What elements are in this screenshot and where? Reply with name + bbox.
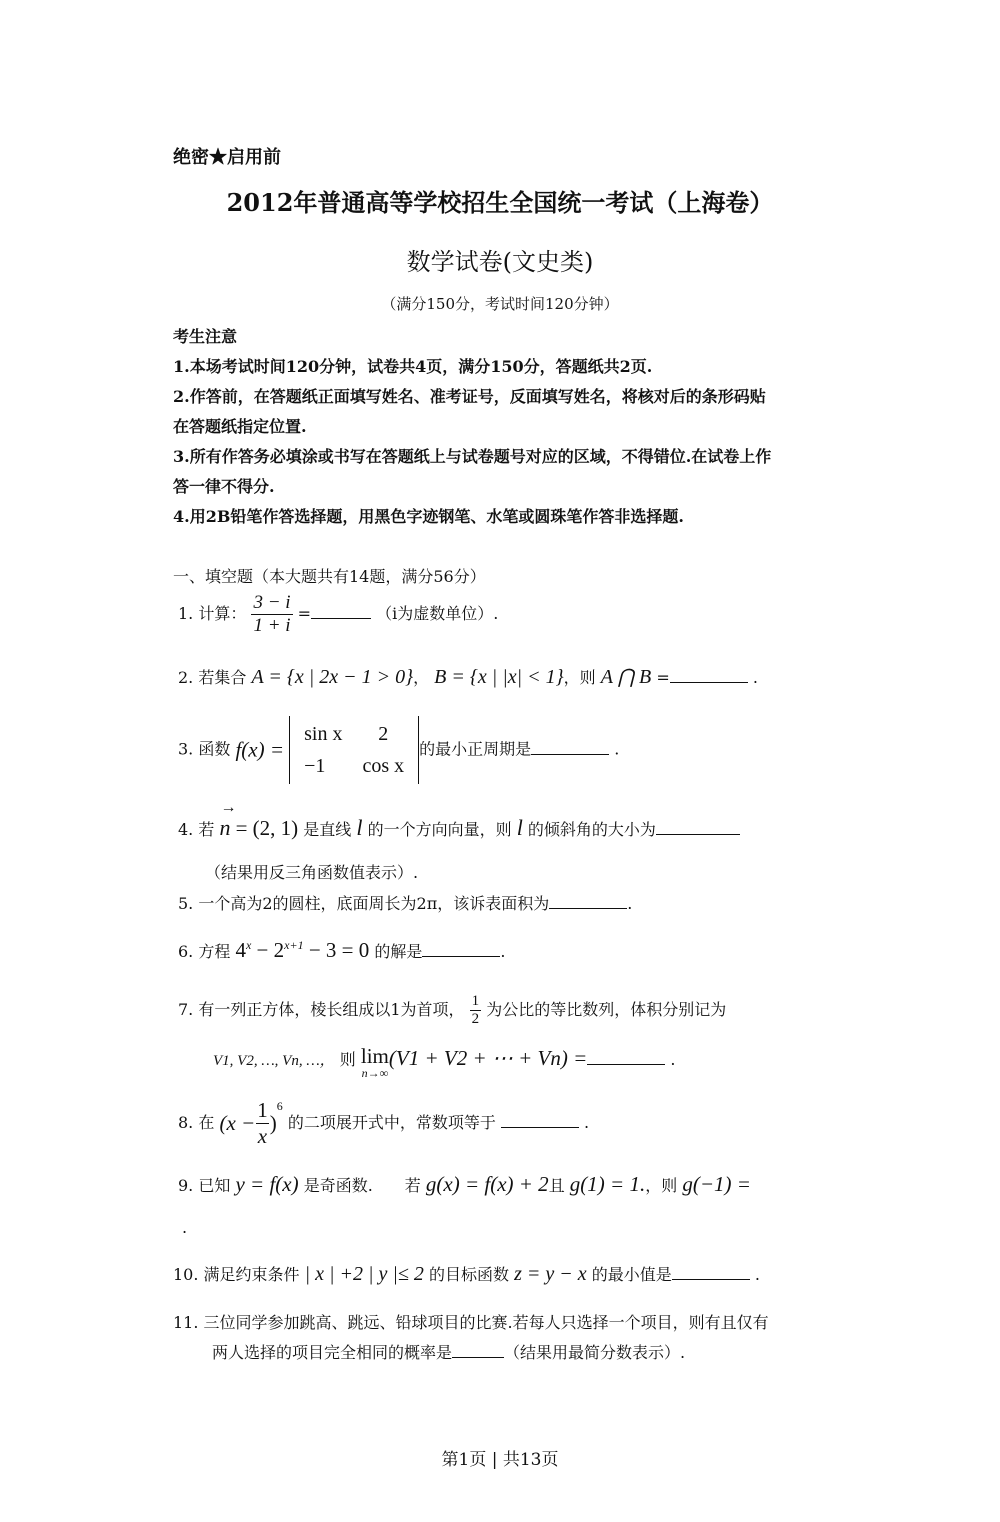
question-number: 7. xyxy=(178,1000,194,1019)
answer-blank[interactable] xyxy=(656,818,740,835)
fraction-numerator: 3 − i xyxy=(253,592,291,613)
notice-heading: 考生注意 xyxy=(173,327,238,346)
det-a11: sin x xyxy=(304,723,343,745)
question-text: ，则 xyxy=(563,668,596,687)
answer-blank[interactable] xyxy=(672,1263,750,1280)
question-number: 6. xyxy=(178,942,194,961)
limit-symbol: lim xyxy=(360,1044,389,1068)
notice-item-3: 3.所有作答务必填涂或书写在答题纸上与试卷题号对应的区域，不得错位.在试卷上作 xyxy=(173,447,772,466)
punctuation: . xyxy=(584,1113,590,1132)
vector-arrow-icon: → xyxy=(220,799,237,816)
question-number: 9. xyxy=(178,1176,194,1195)
binomial-close: ) xyxy=(269,1111,277,1135)
question-text: 已知 xyxy=(198,1176,231,1195)
question-text: 的最小正周期是 xyxy=(419,739,532,759)
question-text: 为公比的等比数列，体积分别记为 xyxy=(486,1000,727,1019)
fraction-numerator: 1 xyxy=(471,993,480,1009)
punctuation: ， xyxy=(413,668,430,687)
vector-value: = (2, 1) xyxy=(235,816,299,840)
answer-blank[interactable] xyxy=(311,602,371,619)
question-text: 的一个方向向量，则 xyxy=(367,820,512,839)
constraint-expression: | x | +2 | y |≤ 2 xyxy=(304,1263,424,1285)
notice-item-2-cont: 在答题纸指定位置. xyxy=(173,417,307,436)
question-11-cont xyxy=(212,1340,685,1363)
function-expression: g(1) = 1. xyxy=(569,1172,646,1196)
question-number: 2. xyxy=(178,668,194,687)
function-expression: g(x) = f(x) + 2 xyxy=(425,1172,549,1196)
vector-symbol: n xyxy=(219,815,231,840)
exam-subtitle: 数学试卷(文史类) xyxy=(406,248,594,276)
function-expression: g(−1) = xyxy=(682,1172,751,1196)
vector-n xyxy=(219,799,237,840)
question-text: 函数 xyxy=(198,739,231,759)
function-expression: f(x) = xyxy=(235,737,285,762)
intersection-expression: A ⋂ B xyxy=(600,666,652,688)
equation xyxy=(235,938,369,962)
question-text: 若 xyxy=(198,820,215,839)
question-number: 5. xyxy=(178,894,194,913)
question-text: 的解是 xyxy=(374,942,423,961)
answer-blank[interactable] xyxy=(452,1341,504,1358)
line-symbol: l xyxy=(356,815,363,840)
answer-blank[interactable] xyxy=(531,738,609,755)
question-number: 8. xyxy=(178,1113,194,1132)
question-text: 的最小值是 xyxy=(591,1265,672,1284)
question-11 xyxy=(173,1310,769,1333)
question-5 xyxy=(178,891,632,914)
equation-exponent: x xyxy=(245,938,252,952)
question-6 xyxy=(178,938,505,963)
det-a12: 2 xyxy=(378,723,389,745)
set-a-expression: A = {x | 2x − 1 > 0} xyxy=(251,666,414,688)
punctuation: . xyxy=(752,668,758,687)
notice-item-3-cont: 答一律不得分. xyxy=(173,477,275,496)
question-text: 有一列正方体，棱长组成以1为首项， xyxy=(198,1000,465,1019)
fraction xyxy=(251,592,292,637)
page-footer: 第1页 | 共13页 xyxy=(441,1450,559,1470)
question-text: （i为虚数单位）. xyxy=(376,604,499,623)
question-text: 的目标函数 xyxy=(428,1265,509,1284)
notice-item-2: 2.作答前，在答题纸正面填写姓名、准考证号，反面填写姓名，将核对后的条形码贴 xyxy=(173,387,766,406)
confidential-label: 绝密★启用前 xyxy=(173,147,281,168)
notice-item-1: 1.本场考试时间120分钟，试卷共4页，满分150分，答题纸共2页. xyxy=(173,357,653,376)
question-8 xyxy=(178,1098,589,1149)
fraction xyxy=(255,1098,270,1149)
question-text: 的倾斜角的大小为 xyxy=(527,820,656,839)
function-expression: y = f(x) xyxy=(235,1172,299,1196)
question-4 xyxy=(178,799,740,841)
fraction xyxy=(470,993,482,1028)
question-number: 4. xyxy=(178,820,194,839)
question-9-end: . xyxy=(182,1218,188,1237)
question-1 xyxy=(178,592,498,637)
equation-part: − 3 = 0 xyxy=(303,938,370,962)
question-7 xyxy=(178,993,726,1028)
question-text: 是直线 xyxy=(303,820,352,839)
punctuation: . xyxy=(754,1265,760,1284)
question-text: 若集合 xyxy=(198,668,247,687)
determinant xyxy=(289,716,419,784)
det-a22: cos x xyxy=(362,755,405,777)
question-7-limit xyxy=(213,1046,675,1079)
limit-operator xyxy=(361,1046,389,1079)
notice-item-4: 4.用2B铅笔作答选择题，用黑色字迹钢笔、水笔或圆珠笔作答非选择题. xyxy=(173,507,684,526)
question-4-note: （结果用反三角函数值表示）. xyxy=(205,863,419,882)
fraction-numerator: 1 xyxy=(257,1098,268,1122)
equation-part: − 2 xyxy=(251,938,285,962)
equals-sign: = xyxy=(297,604,312,623)
punctuation: . xyxy=(500,942,506,961)
binomial-open: (x − xyxy=(219,1111,256,1135)
line-symbol: l xyxy=(516,815,523,840)
score-info: （满分150分，考试时间120分钟） xyxy=(381,295,619,313)
answer-blank[interactable] xyxy=(549,892,627,909)
answer-blank[interactable] xyxy=(501,1111,579,1128)
punctuation: . xyxy=(627,894,633,913)
question-9 xyxy=(178,1172,751,1197)
question-3 xyxy=(178,716,619,784)
limit-subscript: n→∞ xyxy=(361,1066,389,1080)
fraction-denominator: 1 + i xyxy=(253,615,291,636)
question-text: 且 xyxy=(548,1176,565,1195)
answer-blank[interactable] xyxy=(422,940,500,957)
question-text: （结果用最简分数表示）. xyxy=(504,1343,686,1362)
question-text: 的二项展开式中，常数项等于 xyxy=(287,1113,496,1132)
question-text: 计算： xyxy=(198,604,247,623)
answer-blank[interactable] xyxy=(670,666,748,683)
question-number: 10. xyxy=(173,1265,199,1284)
fraction-denominator: 2 xyxy=(471,1011,480,1027)
question-text: 一个高为2的圆柱，底面周长为2π，该诉表面积为 xyxy=(198,894,550,913)
equation-base: 4 xyxy=(235,938,246,962)
question-text: 满足约束条件 xyxy=(203,1265,300,1284)
objective-expression: z = y − x xyxy=(514,1263,587,1285)
question-text: 三位同学参加跳高、跳远、铅球项目的比赛.若每人只选择一个项目，则有且仅有 xyxy=(203,1313,769,1332)
limit-expression: (V1 + V2 + ⋯ + Vn) = xyxy=(388,1046,588,1070)
punctuation: . xyxy=(614,739,620,759)
question-text: 是奇函数. 若 xyxy=(303,1176,421,1195)
question-text: 在 xyxy=(198,1113,215,1132)
exam-title: 2012年普通高等学校招生全国统一考试（上海卷） xyxy=(226,188,774,217)
question-number: 3. xyxy=(178,739,194,759)
punctuation: . xyxy=(670,1050,676,1069)
question-number: 1. xyxy=(178,604,194,623)
section-heading: 一、填空题（本大题共有14题，满分56分） xyxy=(173,567,486,586)
det-a21: −1 xyxy=(304,755,326,777)
equation-exponent: x+1 xyxy=(284,938,304,952)
set-b-expression: B = {x | |x| < 1} xyxy=(434,666,564,688)
answer-blank[interactable] xyxy=(587,1048,665,1065)
question-10 xyxy=(173,1262,760,1286)
question-text: ，则 xyxy=(645,1176,678,1195)
question-text: 两人选择的项目完全相同的概率是 xyxy=(212,1343,453,1362)
question-text: 则 xyxy=(339,1050,356,1069)
binomial-power: 6 xyxy=(276,1099,283,1113)
equals-sign: = xyxy=(656,668,670,687)
question-number: 11. xyxy=(173,1313,199,1332)
sequence-expression: V1, V2, …, Vn, …， xyxy=(213,1053,335,1069)
fraction-denominator: x xyxy=(257,1124,268,1148)
question-2 xyxy=(178,664,758,689)
question-text: 方程 xyxy=(198,942,231,961)
